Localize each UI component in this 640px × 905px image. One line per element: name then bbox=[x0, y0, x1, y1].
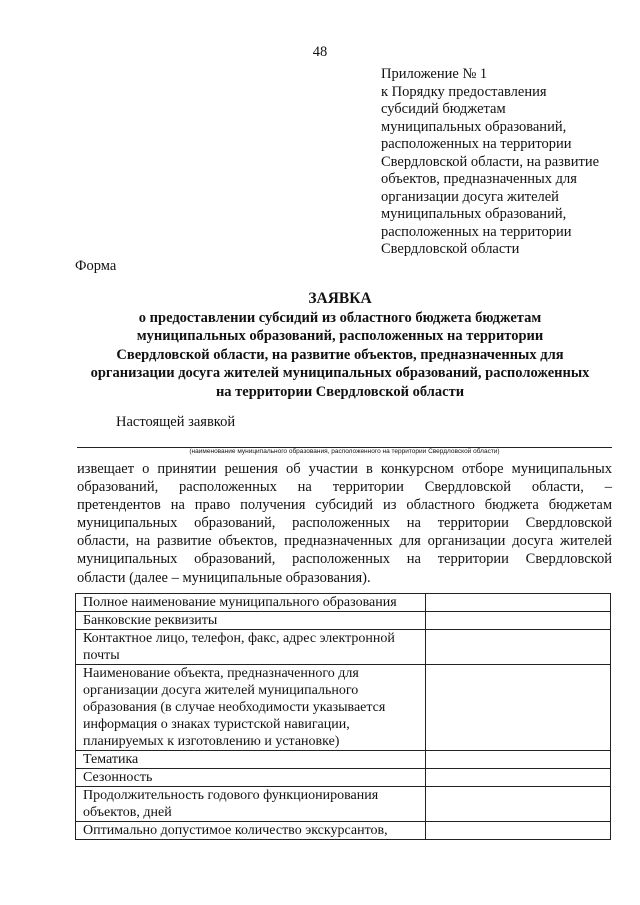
form-label: Форма bbox=[75, 258, 117, 274]
row-label bbox=[76, 769, 426, 787]
row-label bbox=[76, 787, 426, 822]
appendix-line: муниципальных образований, bbox=[381, 118, 567, 135]
row-value-cell[interactable] bbox=[426, 594, 611, 612]
table-row bbox=[76, 769, 611, 787]
appendix-line: муниципальных образований, bbox=[381, 206, 567, 222]
label-line: объектов, дней bbox=[83, 805, 172, 820]
table-row bbox=[76, 612, 611, 630]
appendix-line: Свердловской области, на развитие bbox=[381, 153, 600, 170]
row-value-cell[interactable] bbox=[426, 787, 611, 822]
table-row bbox=[76, 787, 611, 822]
title-line: организации досуга жителей муниципальных образований, расположенных bbox=[90, 365, 590, 381]
table-row bbox=[76, 630, 611, 665]
body-line: извещает о принятии решения об участии в конкурсном отборе муниципальных bbox=[77, 461, 612, 477]
appendix-line: субсидий бюджетам bbox=[381, 101, 506, 117]
title-line: Свердловской области, на развитие объектов, предназначенных для bbox=[116, 346, 564, 363]
document-title bbox=[70, 290, 610, 401]
label-line: Сезонность bbox=[83, 770, 153, 785]
label-line: организации досуга жителей муниципального bbox=[83, 683, 359, 698]
label-line: Банковские реквизиты bbox=[83, 613, 218, 628]
row-value-cell[interactable] bbox=[426, 822, 611, 840]
title-line: муниципальных образований, расположенных на территории bbox=[136, 328, 544, 344]
title-main: ЗАЯВКА bbox=[308, 290, 372, 307]
title-line: о предоставлении субсидий из областного бюджета бюджетам bbox=[138, 309, 542, 326]
page-number: 48 bbox=[312, 44, 328, 60]
row-value-cell[interactable] bbox=[426, 751, 611, 769]
intro-text: Настоящей заявкой bbox=[116, 414, 236, 430]
row-label bbox=[76, 751, 426, 769]
row-value-cell[interactable] bbox=[426, 612, 611, 630]
label-line: Наименование объекта, предназначенного для bbox=[83, 666, 359, 681]
appendix-line: Приложение № 1 bbox=[381, 66, 488, 82]
table-row bbox=[76, 751, 611, 769]
row-label bbox=[76, 594, 426, 612]
row-label bbox=[76, 665, 426, 751]
label-line: почты bbox=[83, 648, 120, 663]
appendix-header bbox=[381, 66, 631, 259]
appendix-line: расположенных на территории bbox=[381, 223, 572, 240]
title-line: на территории Свердловской области bbox=[215, 383, 465, 400]
table-row bbox=[76, 665, 611, 751]
table-row bbox=[76, 822, 611, 840]
application-table bbox=[75, 593, 611, 840]
body-line: претендентов на право получения субсидий из областного бюджета бюджетам bbox=[77, 497, 612, 514]
row-value-cell[interactable] bbox=[426, 769, 611, 787]
label-line: информация о знаках туристской навигации, bbox=[83, 717, 350, 732]
label-line: образования (в случае необходимости указывается bbox=[83, 700, 386, 715]
body-line: муниципальных образований, расположенных на территории Свердловской bbox=[77, 515, 612, 532]
row-value-cell[interactable] bbox=[426, 665, 611, 751]
body-line: области (далее – муниципальные образования). bbox=[77, 569, 371, 586]
label-line: Оптимально допустимое количество экскурсантов, bbox=[83, 823, 388, 838]
row-value-cell[interactable] bbox=[426, 630, 611, 665]
body-line: области, на развитие объектов, предназначенных для организации досуга жителей bbox=[77, 533, 612, 550]
body-line: муниципальных образований, расположенных на территории Свердловской bbox=[77, 551, 612, 568]
appendix-line: объектов, предназначенных для bbox=[381, 171, 577, 187]
table-row bbox=[76, 594, 611, 612]
row-label bbox=[76, 822, 426, 840]
label-line: планируемых к изготовлению и установке) bbox=[83, 734, 340, 749]
appendix-line: расположенных на территории bbox=[381, 136, 572, 152]
body-paragraph bbox=[77, 460, 612, 587]
label-line: Тематика bbox=[83, 752, 139, 767]
appendix-line: к Порядку предоставления bbox=[381, 83, 547, 100]
label-line: Продолжительность годового функционирования bbox=[83, 788, 379, 803]
appendix-line: Свердловской области bbox=[381, 241, 520, 257]
appendix-line: организации досуга жителей bbox=[381, 188, 559, 205]
field-caption: (наименование муниципального образования, расположенного на территории Свердловской области) bbox=[189, 448, 500, 455]
row-label bbox=[76, 630, 426, 665]
row-label bbox=[76, 612, 426, 630]
label-line: Полное наименование муниципального образования bbox=[83, 595, 397, 610]
label-line: Контактное лицо, телефон, факс, адрес электронной bbox=[83, 631, 395, 646]
body-line: образований, расположенных на территории Свердловской области, – bbox=[77, 479, 612, 496]
